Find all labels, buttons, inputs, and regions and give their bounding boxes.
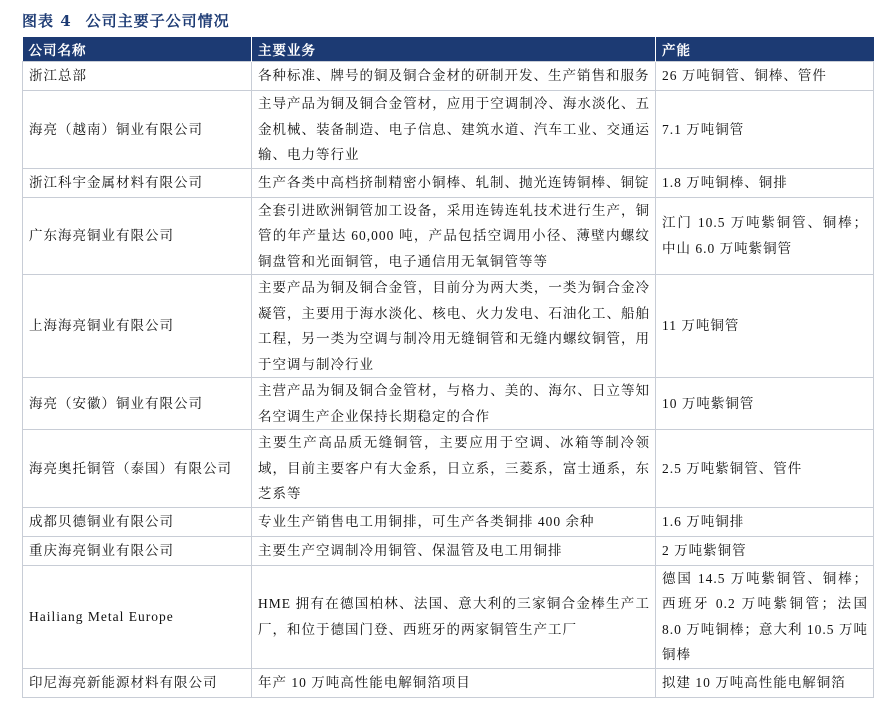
- company-name-cell: 广东海亮铜业有限公司: [23, 197, 252, 275]
- subsidiaries-table: [22, 37, 874, 698]
- main-business-cell: 主要生产空调制冷用铜管、保温管及电工用铜排: [252, 536, 656, 565]
- figure-label: 图表 4: [22, 12, 72, 30]
- company-name-cell: 浙江科宇金属材料有限公司: [23, 168, 252, 197]
- company-name-cell: 上海海亮铜业有限公司: [23, 275, 252, 378]
- company-name-cell: 海亮（安徽）铜业有限公司: [23, 378, 252, 430]
- table-row: [23, 197, 874, 275]
- main-business-cell: 主要产品为铜及铜合金管，目前分为两大类，一类为铜合金冷凝管，主要用于海水淡化、核电、火力发电、石油化工、船舶工程，另一类为空调与制冷用无缝铜管和无缝内螺纹铜管，用于空调与制冷行业: [252, 275, 656, 378]
- table-row: [23, 565, 874, 668]
- table-row: [23, 430, 874, 508]
- capacity-cell: 2.5 万吨紫铜管、管件: [656, 430, 874, 508]
- main-business-cell: 生产各类中高档挤制精密小铜棒、轧制、抛光连铸铜棒、铜锭: [252, 168, 656, 197]
- main-business-cell: 主营产品为铜及铜合金管材，与格力、美的、海尔、日立等知名空调生产企业保持长期稳定的合作: [252, 378, 656, 430]
- capacity-cell: 26 万吨铜管、铜棒、管件: [656, 62, 874, 91]
- header-company-name: 公司名称: [23, 37, 252, 62]
- capacity-cell: 2 万吨紫铜管: [656, 536, 874, 565]
- capacity-cell: 1.6 万吨铜排: [656, 507, 874, 536]
- company-name-cell: 海亮奥托铜管（泰国）有限公司: [23, 430, 252, 508]
- capacity-cell: 德国 14.5 万吨紫铜管、铜棒；西班牙 0.2 万吨紫铜管；法国 8.0 万吨铜棒；意大利 10.5 万吨铜棒: [656, 565, 874, 668]
- table-row: [23, 378, 874, 430]
- header-capacity: 产能: [656, 37, 874, 62]
- table-row: [23, 507, 874, 536]
- main-business-cell: 全套引进欧洲铜管加工设备，采用连铸连轧技术进行生产，铜管的年产量达 60,000 吨，产品包括空调用小径、薄壁内螺纹铜盘管和光面铜管，电子通信用无氧铜管等等: [252, 197, 656, 275]
- company-name-cell: 浙江总部: [23, 62, 252, 91]
- main-business-cell: HME 拥有在德国柏林、法国、意大利的三家铜合金棒生产工厂，和位于德国门登、西班牙的两家铜管生产工厂: [252, 565, 656, 668]
- table-row: [23, 275, 874, 378]
- main-business-cell: 年产 10 万吨高性能电解铜箔项目: [252, 668, 656, 697]
- main-business-cell: 主要生产高品质无缝铜管，主要应用于空调、冰箱等制冷领域，目前主要客户有大金系，日立系，三菱系，富士通系，东芝系等: [252, 430, 656, 508]
- main-business-cell: 各种标准、牌号的铜及铜合金材的研制开发、生产销售和服务: [252, 62, 656, 91]
- figure-title: [22, 9, 230, 33]
- table-row: [23, 62, 874, 91]
- main-business-cell: 专业生产销售电工用铜排，可生产各类铜排 400 余种: [252, 507, 656, 536]
- capacity-cell: 10 万吨紫铜管: [656, 378, 874, 430]
- header-main-business: 主要业务: [252, 37, 656, 62]
- company-name-cell: 印尼海亮新能源材料有限公司: [23, 668, 252, 697]
- capacity-cell: 江门 10.5 万吨紫铜管、铜棒；中山 6.0 万吨紫铜管: [656, 197, 874, 275]
- capacity-cell: 拟建 10 万吨高性能电解铜箔: [656, 668, 874, 697]
- table-row: [23, 536, 874, 565]
- main-business-cell: 主导产品为铜及铜合金管材，应用于空调制冷、海水淡化、五金机械、装备制造、电子信息、建筑水道、汽车工业、交通运输、电力等行业: [252, 91, 656, 169]
- capacity-cell: 1.8 万吨铜棒、铜排: [656, 168, 874, 197]
- company-name-cell: Hailiang Metal Europe: [23, 565, 252, 668]
- table-row: [23, 668, 874, 697]
- table-row: [23, 168, 874, 197]
- table-row: [23, 91, 874, 169]
- table-header-row: [23, 37, 874, 62]
- company-name-cell: 重庆海亮铜业有限公司: [23, 536, 252, 565]
- company-name-cell: 海亮（越南）铜业有限公司: [23, 91, 252, 169]
- capacity-cell: 7.1 万吨铜管: [656, 91, 874, 169]
- capacity-cell: 11 万吨铜管: [656, 275, 874, 378]
- figure-caption: 公司主要子公司情况: [85, 12, 230, 30]
- company-name-cell: 成都贝德铜业有限公司: [23, 507, 252, 536]
